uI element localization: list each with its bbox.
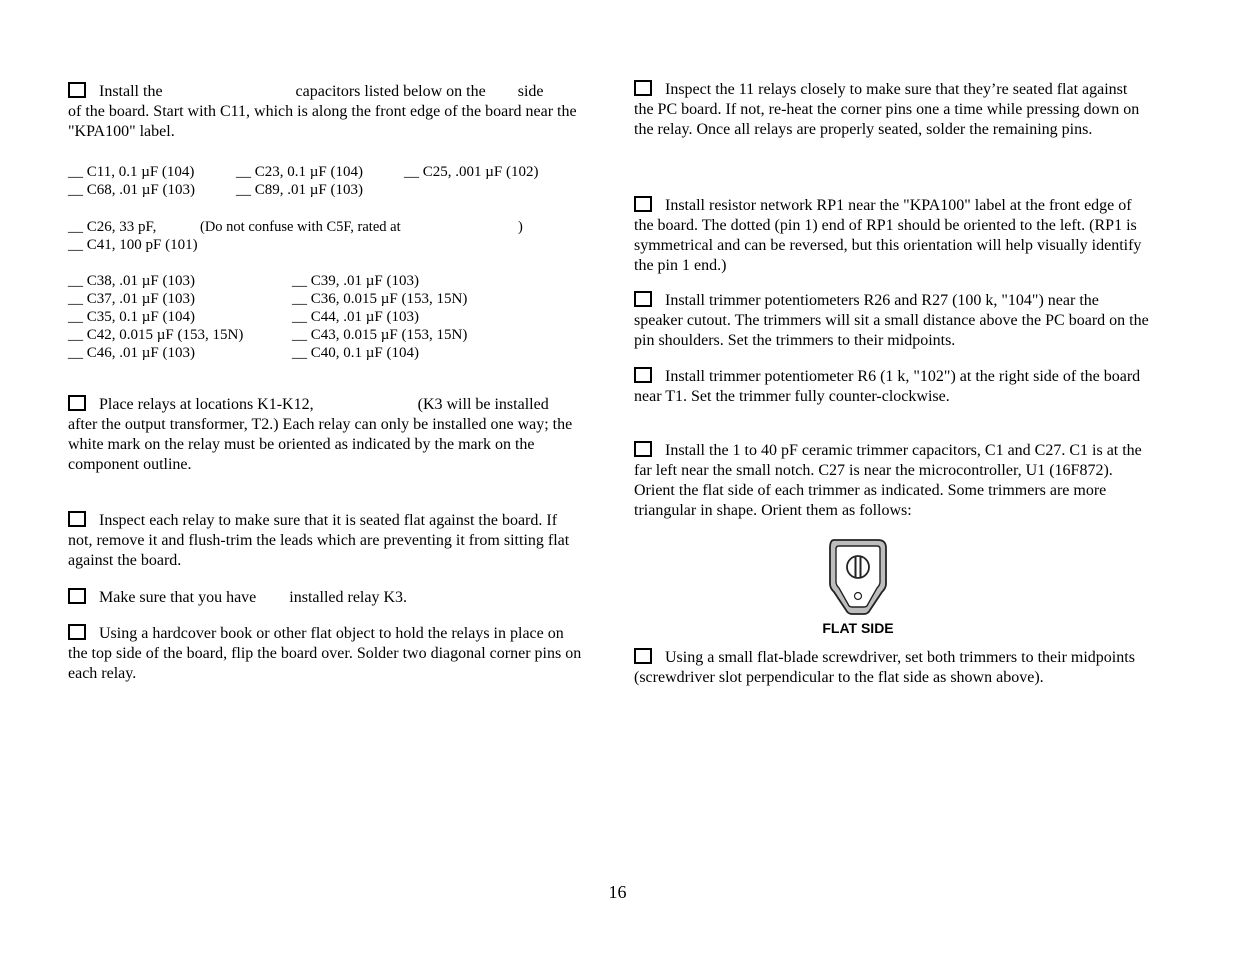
step-text: Install trimmer potentiometers R26 and R27 (100 k, "104") near the speaker cutout. The trimmers will sit a small distance above the PC board on the pin shoulders. Set the trimmers to their midpoints. (634, 292, 1149, 349)
capacitor-item: __ C46, .01 µF (103) (68, 345, 195, 361)
step-inspect-11-relays (634, 80, 1149, 140)
capacitor-item: __ C43, 0.015 µF (153, 15N) (292, 327, 468, 343)
capacitor-item: __ C89, .01 µF (103) (236, 182, 363, 198)
step-text: (K3 will be installed (417, 396, 549, 413)
step-install-r6 (634, 367, 1149, 407)
checkbox[interactable] (634, 367, 652, 383)
capacitor-item: __ C35, 0.1 µF (104) (68, 309, 195, 325)
checkbox[interactable] (68, 395, 86, 411)
step-text: Install the (99, 83, 163, 100)
checkbox[interactable] (634, 80, 652, 96)
checkbox[interactable] (68, 82, 86, 98)
step-set-trimmers (634, 648, 1149, 688)
step-text: after the output transformer, T2.) Each relay can only be installed one way; the white mark on the relay must be oriented as indicated by the mark on the component outline. (68, 416, 573, 473)
capacitor-item: __ C26, 33 pF, (68, 219, 157, 235)
step-install-trimmer-caps (634, 441, 1149, 521)
step-text: side (517, 83, 544, 100)
capacitor-item: __ C36, 0.015 µF (153, 15N) (292, 291, 468, 307)
checkbox[interactable] (634, 291, 652, 307)
capacitor-note: ) (518, 219, 523, 235)
checkbox[interactable] (634, 196, 652, 212)
step-install-capacitors (68, 82, 583, 142)
step-install-r26-r27 (634, 291, 1149, 351)
step-inspect-relays (68, 511, 583, 571)
capacitor-item: __ C40, 0.1 µF (104) (292, 345, 419, 361)
step-text: installed relay K3. (289, 589, 408, 606)
checkbox[interactable] (68, 511, 86, 527)
step-text: of the board. Start with C11, which is along the front edge of the board near the "KPA100" label. (68, 103, 577, 140)
step-check-k3 (68, 588, 583, 608)
checkbox[interactable] (68, 624, 86, 640)
capacitor-item: __ C68, .01 µF (103) (68, 182, 195, 198)
capacitor-item: __ C39, .01 µF (103) (292, 273, 419, 289)
step-text: Install trimmer potentiometer R6 (1 k, "102") at the right side of the board near T1. Set the trimmer fully counter-clockwise. (634, 368, 1141, 405)
capacitor-item: __ C25, .001 µF (102) (404, 164, 539, 180)
trimmer-capacitor-figure (816, 538, 900, 638)
capacitor-note: (Do not confuse with C5F, rated at (200, 219, 401, 235)
step-text: Using a hardcover book or other flat object to hold the relays in place on the top side of the board, flip the board over. Solder two diagonal corner pins on each relay. (68, 625, 582, 682)
flat-side-label: FLAT SIDE (822, 620, 894, 636)
step-text: Place relays at locations K1-K12, (99, 396, 314, 413)
step-install-rp1 (634, 196, 1149, 276)
capacitor-item: __ C41, 100 pF (101) (68, 237, 198, 253)
step-text: Install resistor network RP1 near the "KPA100" label at the front edge of the board. The dotted (pin 1) end of RP1 should be oriented to the left. (RP1 is symmetrical and can be reversed, but this orientation will help visually identify the pin 1 end.) (634, 197, 1142, 274)
checkbox[interactable] (634, 441, 652, 457)
step-text: Inspect each relay to make sure that it is seated flat against the board. If not, remove it and flush-trim the leads which are preventing it from sitting flat against the board. (68, 512, 570, 569)
capacitor-item: __ C44, .01 µF (103) (292, 309, 419, 325)
capacitor-item: __ C42, 0.015 µF (153, 15N) (68, 327, 244, 343)
step-text: capacitors listed below on the (295, 83, 486, 100)
step-text: Make sure that you have (99, 589, 257, 606)
step-text: Using a small flat-blade screwdriver, set both trimmers to their midpoints (screwdriver slot perpendicular to the flat side as shown above). (634, 649, 1135, 686)
checkbox[interactable] (634, 648, 652, 664)
capacitor-item: __ C23, 0.1 µF (104) (236, 164, 363, 180)
capacitor-item: __ C11, 0.1 µF (104) (68, 164, 195, 180)
page-number: 16 (608, 882, 627, 902)
capacitor-item: __ C37, .01 µF (103) (68, 291, 195, 307)
step-text: Install the 1 to 40 pF ceramic trimmer capacitors, C1 and C27. C1 is at the far left near the small notch. C27 is near the microcontroller, U1 (16F872). Orient the flat side of each trimmer as indicated. Some trimmers are more triangular in shape. Orient them as follows: (634, 442, 1142, 519)
step-solder-corner-pins (68, 624, 583, 684)
step-place-relays (68, 395, 583, 475)
capacitor-item: __ C38, .01 µF (103) (68, 273, 195, 289)
step-text: Inspect the 11 relays closely to make sure that they’re seated flat against the PC board. If not, re-heat the corner pins one a time while pressing down on the relay. Once all relays are properly seated, solder the remaining pins. (634, 81, 1140, 138)
checkbox[interactable] (68, 588, 86, 604)
trimmer-capacitor-icon (816, 538, 900, 618)
